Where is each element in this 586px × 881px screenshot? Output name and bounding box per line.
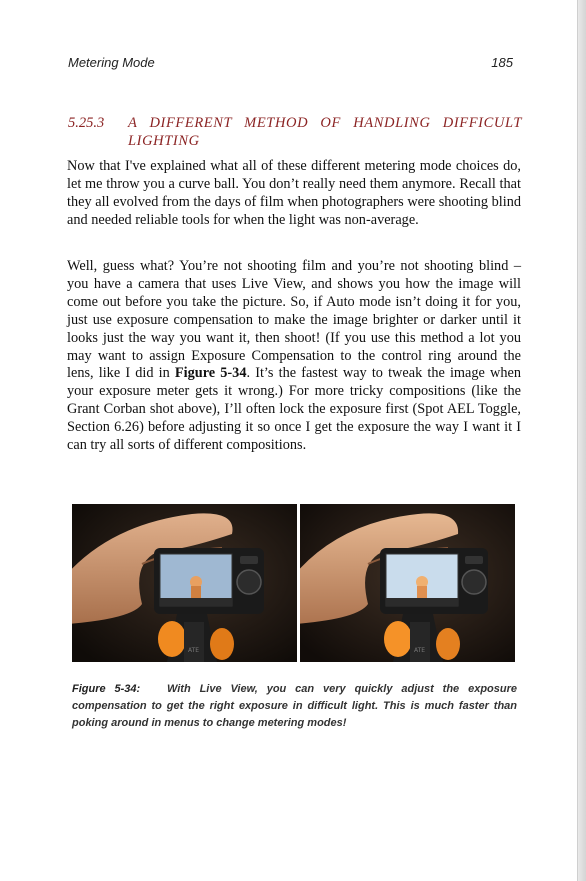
paragraph-1: Now that I've explained what all of these different metering mode choices do, let me throw you a curve ball. You don’t really need them anymore. Recall that they all evolved from the days of film when photographers were shooting blind and needed reliable tools for when the light was non-average.: [67, 158, 521, 228]
photo-brighter-exposure: [300, 504, 515, 662]
section-title: A DIFFERENT METHOD OF HANDLING DIFFICULT LIGHTING: [128, 115, 522, 149]
svg-text:ATE: ATE: [414, 647, 426, 654]
paragraph-2: [67, 258, 521, 455]
section-number: 5.25.3: [68, 115, 105, 131]
photo-darker-exposure: [72, 504, 297, 662]
figure-label: Figure 5-34:: [72, 683, 141, 695]
page-number: 185: [491, 55, 513, 70]
running-header: [68, 55, 513, 70]
paragraph-2-part-2: . It’s the fastest way to tweak the image when your exposure meter gets it wrong.) For more tricky compositions (like the Grant Corban shot above), I’ll often lock the exposure first (Spot AEL Toggle, Section 6.26) before adjusting it so once I get the exposure the way I want it I can try all sorts of different compositions.: [67, 365, 521, 454]
paragraph-2-part-1: Well, guess what? You’re not shooting film and you’re not shooting blind – you have a camera that uses Live View, and shows you how the image will come out before you take the picture. So, if Auto mode isn’t doing it for you, just use exposure compensation to make the image brighter or darker until it looks just the way you want it, then shoot! (If you use this method a lot you may want to assign Exposure Compensation to the control ring around the lens, like I did in: [67, 258, 521, 382]
figure-caption-text: With Live View, you can very quickly adjust the exposure compensation to get the right exposure in difficult light. This is much faster than poking around in menus to change metering modes!: [72, 683, 517, 729]
figure-photos: [72, 504, 515, 662]
figure-caption: [72, 681, 517, 732]
page-edge: [577, 0, 586, 881]
running-title: Metering Mode: [68, 55, 155, 70]
figure-reference: Figure 5-34: [174, 365, 247, 382]
svg-text:ATE: ATE: [188, 647, 200, 654]
